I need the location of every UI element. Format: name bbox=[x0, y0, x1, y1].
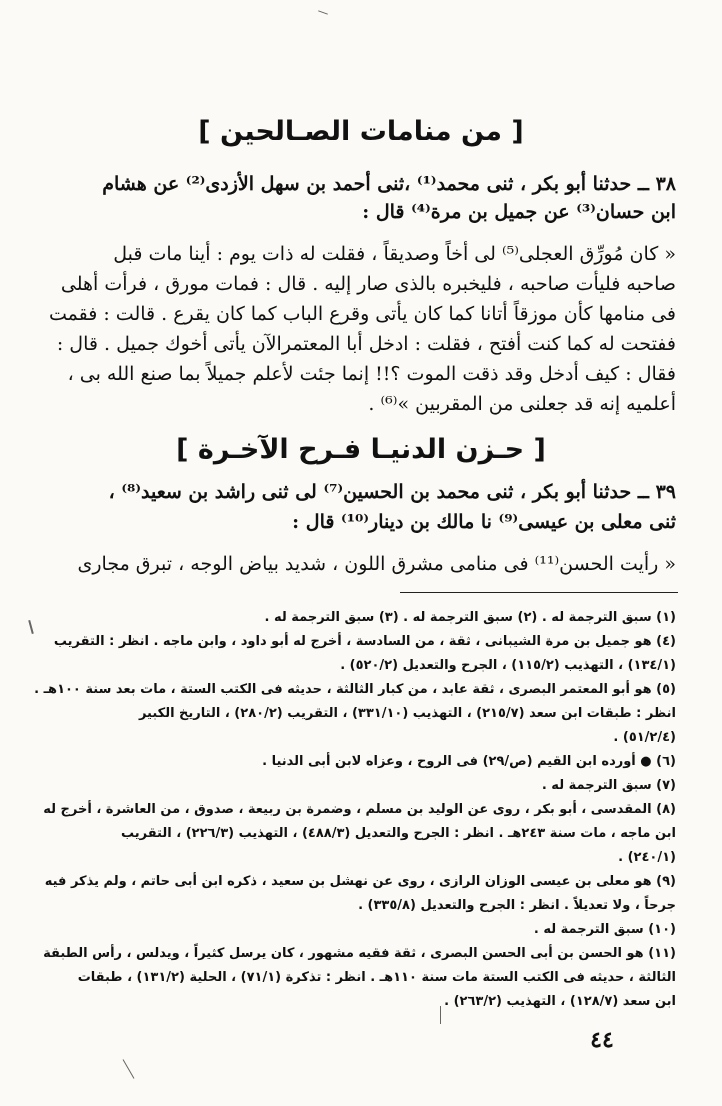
scan-speck bbox=[318, 10, 328, 14]
footnote-line: ابن سعد (١٢٨/٧) ، التهذيب (٢٦٣/٢) . bbox=[444, 994, 676, 1009]
scan-speck bbox=[123, 1059, 135, 1079]
footnote-line: (٦) ● أورده ابن القيم (ص/٢٩) فى الروح ، وعزاه لابن أبى الدنيا . bbox=[262, 754, 676, 769]
footnote-line: (١١) هو الحسن بن أبى الحسن البصرى ، ثقة فقيه مشهور ، كان يرسل كثيراً ، ويدلس ، رأس الطبقة bbox=[43, 946, 676, 961]
footnote-line: جرحاً ، ولا تعديلاً . انظر : الجرح والتعديل (٣٣٥/٨) . bbox=[358, 898, 676, 913]
text-line: ابن حسان⁽³⁾ عن جميل بن مرة⁽⁴⁾ قال : bbox=[362, 201, 676, 223]
page-number: ٤٤ bbox=[590, 1027, 614, 1053]
text-line: أعلميه إنه قد جعلنى من المقربين »⁽⁶⁾ . bbox=[368, 393, 676, 415]
text-line: ثنى معلى بن عيسى⁽⁹⁾ نا مالك بن دينار⁽¹⁰⁾ قال : bbox=[292, 511, 676, 533]
footnote-line: انظر : طبقات ابن سعد (٢١٥/٧) ، التهذيب (٣٣١/١٠) ، التقريب (٢٨٠/٢) ، التاريخ الكبير bbox=[138, 706, 676, 721]
text-line: « رأيت الحسن⁽¹¹⁾ فى منامى مشرق اللون ، شديد بياض الوجه ، تبرق مجارى bbox=[77, 553, 676, 575]
text-line: « كان مُورِّق العجلى⁽⁵⁾ لى أخاً وصديقاً ، فقلت له ذات يوم : أينا مات قبل bbox=[113, 243, 676, 265]
section-heading-dreams-of-the-righteous: [ من منامات الصـالحين ] bbox=[198, 116, 524, 147]
footnote-line: (٨) المقدسى ، أبو بكر ، روى عن الوليد بن مسلم ، وضمرة بن ربيعة ، صدوق ، من العاشرة ، أخرج له bbox=[43, 802, 676, 817]
footnote-line: (٩) هو معلى بن عيسى الوزان الرازى ، روى عن نهشل بن سعيد ، ذكره ابن أبى حاتم ، ولم يذكر فيه bbox=[44, 874, 676, 889]
text-line: ٣٨ ــ حدثنا أبو بكر ، ثنى محمد⁽¹⁾ ،ثنى أحمد بن سهل الأزدى⁽²⁾ عن هشام bbox=[102, 173, 676, 195]
footnote-line: (١) سبق الترجمة له . (٢) سبق الترجمة له . (٣) سبق الترجمة له . bbox=[264, 610, 676, 625]
text-line: صاحبه فليأت صاحبه ، فليخبره بالذى صار إليه . قال : فمات مورق ، فرأت أهلى bbox=[60, 273, 676, 295]
footnote-line: (٥١/٢/٤) . bbox=[613, 730, 676, 745]
footnote-line: الثالثة ، حديثه فى الكتب الستة مات سنة ١١٠هـ . انظر : تذكرة (٧١/١) ، الحلية (١٣١/٢) ، طبقات bbox=[77, 970, 676, 985]
scan-speck bbox=[440, 1006, 441, 1024]
footnote-line: (١٣٤/١) ، التهذيب (١١٥/٢) ، الجرح والتعديل (٥٢٠/٢) . bbox=[340, 658, 676, 673]
text-line: فقال : كيف أدخل وقد ذقت الموت ؟!! إنما جئت لأعلم جميلاً بما صنع الله بى ، bbox=[67, 363, 676, 385]
footnote-line: ابن ماجه ، مات سنة ٢٤٣هـ . انظر : الجرح والتعديل (٤٨٨/٣) ، التهذيب (٢٢٦/٣) ، التقريب bbox=[120, 826, 676, 841]
footnote-line: (١٠) سبق الترجمة له . bbox=[533, 922, 676, 937]
footnote-line: (٧) سبق الترجمة له . bbox=[541, 778, 676, 793]
text-line: ففتحت له كما كنت أفتح ، فقلت : ادخل أبا المعتمرالآن يأتى أخوك جميل . قال : bbox=[56, 333, 676, 355]
text-line: ٣٩ ــ حدثنا أبو بكر ، ثنى محمد بن الحسين⁽⁷⁾ لى ثنى راشد بن سعيد⁽⁸⁾ ، bbox=[108, 481, 676, 503]
footnote-line: (٥) هو أبو المعتمر البصرى ، ثقة عابد ، من كبار الثالثة ، حديثه فى الكتب الستة ، مات بعد سنة ١٠٠هـ . bbox=[34, 682, 676, 697]
scan-speck bbox=[28, 620, 34, 634]
text-line: فى منامها كأن موزقاً أتانا كما كان يأتى وقرع الباب كما كان يقرع . قالت : فقمت bbox=[48, 303, 676, 325]
footnote-line: (٢٤٠/١) . bbox=[618, 850, 676, 865]
footnote-line: (٤) هو جميل بن مرة الشيبانى ، ثقة ، من السادسة ، أخرج له أبو داود ، وابن ماجه . انظر : التقريب bbox=[53, 634, 676, 649]
footnote-divider bbox=[400, 592, 678, 593]
section-heading-sorrow-of-world: [ حـزن الدنيـا فـرح الآخـرة ] bbox=[176, 434, 546, 465]
